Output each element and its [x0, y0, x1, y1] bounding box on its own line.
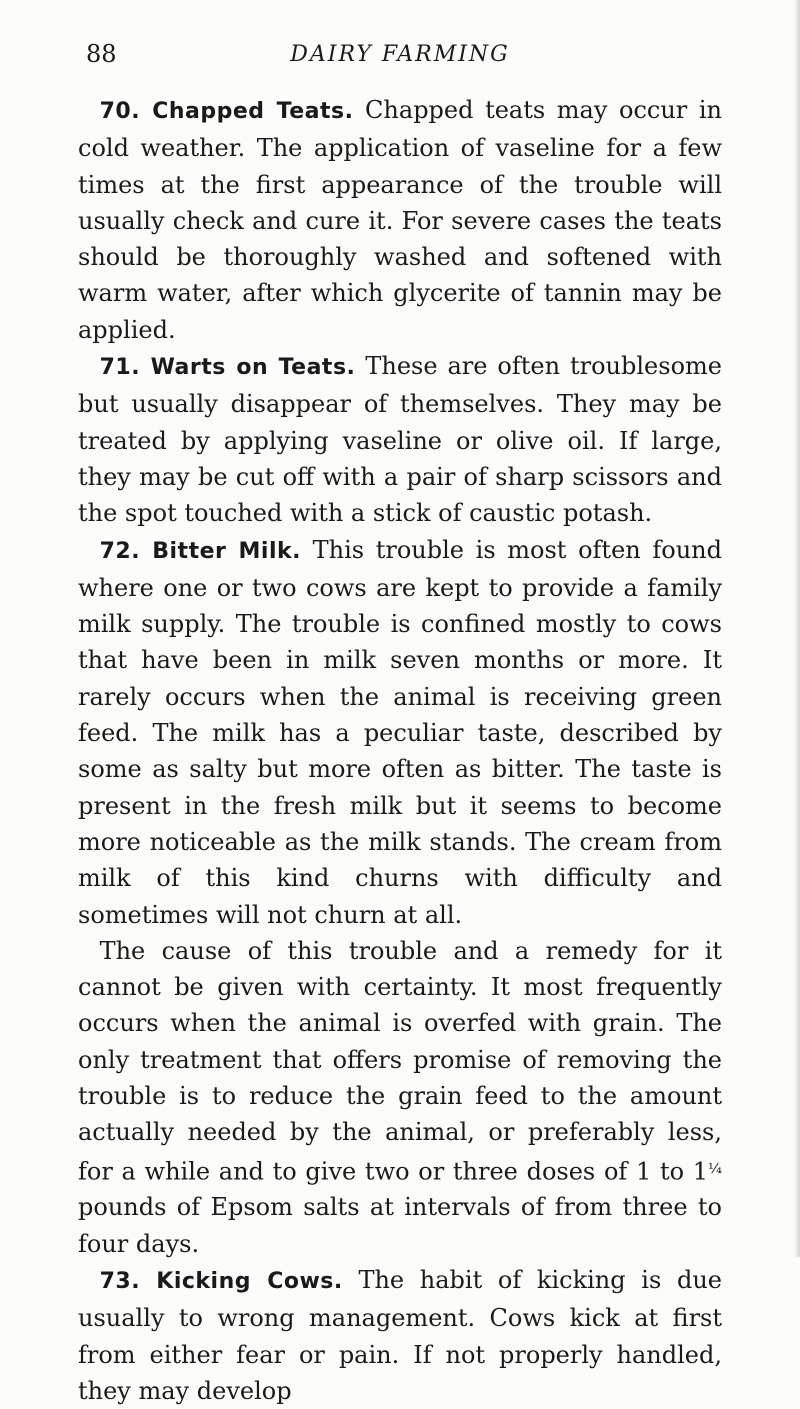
fraction-one-quarter: ¼ — [708, 1160, 722, 1177]
section-heading-72 — [100, 539, 301, 564]
paragraph-text-71: These are often troublesome but usually disappear of themselves. They may be treated by applying vaseline or olive oil. If large, they may be cut off with a pair of sharp scissors and the spot touched with a stick of caustic potash. — [78, 352, 722, 528]
page-body — [78, 92, 722, 1409]
section-number-71: 71. — [99, 355, 141, 381]
running-title: DAIRY FARMING — [290, 42, 510, 67]
section-title-71: Warts on Teats. — [150, 355, 356, 381]
paragraph-72 — [78, 532, 722, 933]
section-heading-70 — [100, 99, 354, 124]
section-number-70: 70. — [99, 99, 141, 124]
section-heading-73 — [100, 1269, 343, 1294]
paragraph-73 — [78, 1262, 722, 1409]
paragraph-70 — [78, 92, 722, 348]
paragraph-text-73: The habit of kicking is due usually to wrong management. Cows kick at first from either fear or pain. If not properly handled, they may develop — [78, 1265, 722, 1405]
paragraph-text-72b-after: pounds of Epsom salts at intervals of from three to four days. — [78, 1193, 722, 1258]
paragraph-text-72: This trouble is most often found where one or two cows are kept to provide a family milk supply. The trouble is confined mostly to cows that have been in milk seven months or more. It rarely occurs when the animal is receiving green feed. The milk has a peculiar taste, described by some as salty but more often as bitter. The taste is present in the fresh milk but it seems to become more noticeable as the milk stands. The cream from milk of this kind churns with difficulty and sometimes will not churn at all. — [78, 535, 722, 929]
section-title-72: Bitter Milk. — [152, 538, 301, 564]
section-number-72: 72. — [99, 538, 141, 564]
paragraph-72-continued — [78, 933, 722, 1262]
paragraph-text-72b-before: The cause of this trouble and a remedy for it cannot be given with certainty. It most frequently occurs when the animal is overfed with grain. The only treatment that offers promise of removing the trouble is to reduce the grain feed to the amount actually needed by the animal, or preferably less, for a while and to give two or three doses of 1 to 1 — [78, 936, 722, 1186]
paragraph-text-70: Chapped teats may occur in cold weather. The application of vaseline for a few times at the first appearance of the trouble will usually check and cure it. For severe cases the teats should be thoroughly washed and softened with warm water, after which glycerite of tannin may be applied. — [78, 96, 722, 344]
paragraph-71 — [78, 348, 722, 531]
page-edge-shadow — [794, 0, 800, 1257]
section-number-73: 73. — [99, 1268, 141, 1294]
page-number: 88 — [86, 40, 117, 68]
section-title-70: Chapped Teats. — [152, 99, 354, 124]
section-title-73: Kicking Cows. — [156, 1268, 343, 1294]
page-header — [86, 40, 714, 80]
section-heading-71 — [100, 355, 356, 380]
